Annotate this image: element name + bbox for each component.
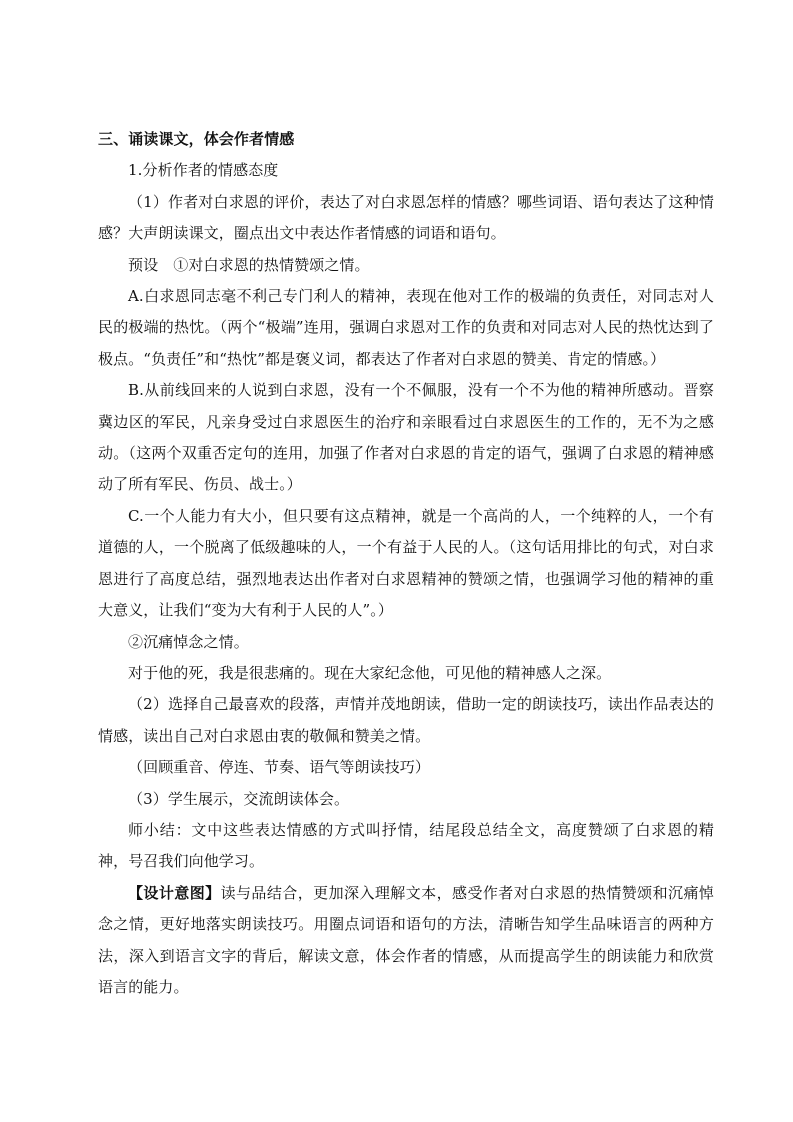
question-3: （3）学生展示，交流朗读体会。 bbox=[128, 789, 350, 808]
review-note: （回顾重音、停连、节奏、语气等朗读技巧） bbox=[128, 758, 431, 777]
question-1: （1）作者对白求恩的评价，表达了对白求恩怎样的情感？哪些词语、语句表达了这种情感？大声朗读课文，圈点出文中表达作者情感的词语和语句。 bbox=[98, 192, 714, 243]
grief-text: 对于他的死，我是很悲痛的。现在大家纪念他，可见他的精神感人之深。 bbox=[128, 663, 612, 682]
point-b: B.从前线回来的人说到白求恩，没有一个不佩服，没有一个不为他的精神所感动。晋察冀边区的军民，凡亲身受过白求恩医生的治疗和亲眼看过白求恩医生的工作的，无不为之感动。（这两个双重否定句的连用，加强了作者对白求恩的肯定的语气，强调了白求恩的精神感动了所有军民、伤员、战士。） bbox=[98, 381, 714, 494]
subheading-analysis: 1.分析作者的情感态度 bbox=[128, 161, 279, 180]
preset-praise: 预设 ①对白求恩的热情赞颂之情。 bbox=[128, 255, 370, 274]
design-intent-text: 读与品结合，更加深入理解文本，感受作者对白求恩的热情赞颂和沉痛悼念之情，更好地落实朗读技巧。用圈点词语和语句的方法，清晰告知学生品味语言的两种方法，深入到语言文字的背后，解读文意，体会作者的情感，从而提高学生的朗读能力和欣赏语言的能力。 bbox=[98, 883, 714, 996]
design-intent bbox=[98, 878, 714, 1004]
grief-heading: ②沉痛悼念之情。 bbox=[128, 632, 249, 651]
document-body bbox=[98, 124, 714, 1003]
question-2: （2）选择自己最喜欢的段落，声情并茂地朗读，借助一定的朗读技巧，读出作品表达的情感，读出自己对白求恩由衷的敬佩和赞美之情。 bbox=[98, 695, 714, 745]
design-intent-label: 【设计意图】 bbox=[128, 883, 221, 902]
teacher-summary: 师小结：文中这些表达情感的方式叫抒情，结尾段总结全文，高度赞颂了白求恩的精神，号召我们向他学习。 bbox=[98, 820, 714, 871]
section-heading: 三、诵读课文，体会作者情感 bbox=[98, 130, 295, 148]
point-a: A.白求恩同志毫不利己专门利人的精神，表现在他对工作的极端的负责任，对同志对人民的极端的热忱。（两个“极端”连用，强调白求恩对工作的负责和对同志对人民的热忱达到了极点。“负责任”和“热忱”都是褒义词，都表达了作者对白求恩的赞美、肯定的情感。） bbox=[98, 287, 714, 368]
point-c: C.一个人能力有大小，但只要有这点精神，就是一个高尚的人，一个纯粹的人，一个有道德的人，一个脱离了低级趣味的人，一个有益于人民的人。（这句话用排比的句式，对白求恩进行了高度总结，强烈地表达出作者对白求恩精神的赞颂之情，也强调学习他的精神的重大意义，让我们“变为大有利于人民的人”。） bbox=[98, 506, 714, 620]
